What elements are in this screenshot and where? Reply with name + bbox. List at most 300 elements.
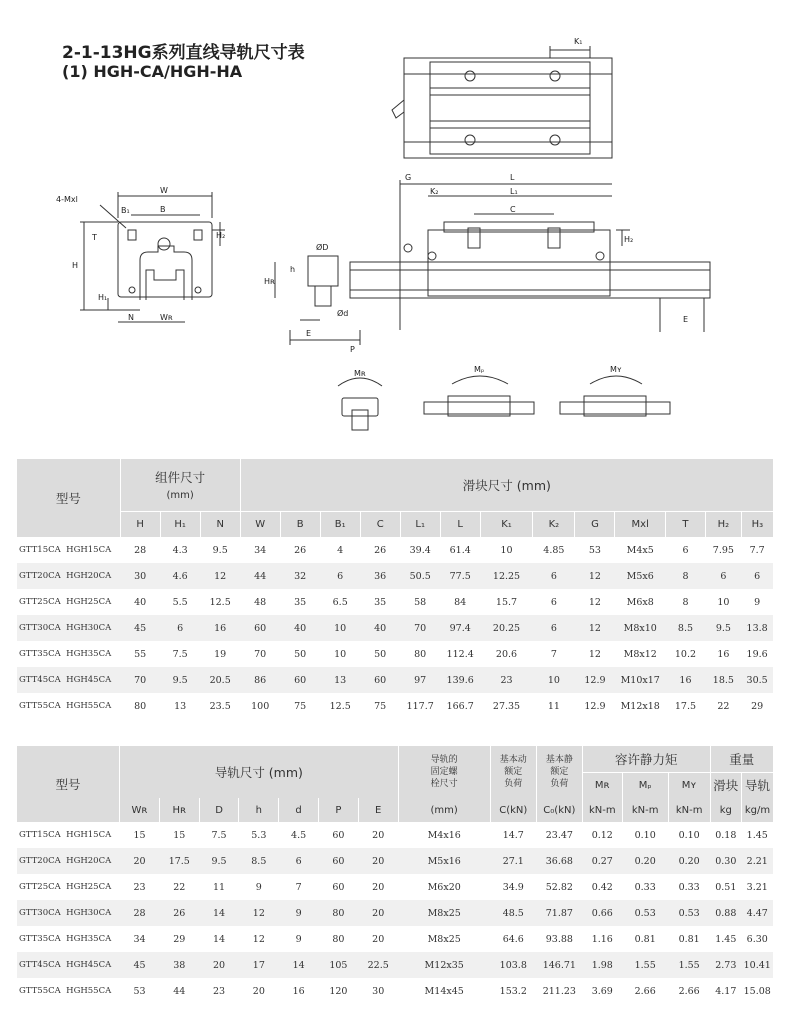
value-cell: 0.10: [634, 829, 656, 841]
label-h1: H₁: [98, 293, 108, 302]
value-cell: M6x20: [427, 881, 461, 893]
model-cell: GTT35CA HGH35CA: [19, 934, 112, 944]
value-cell: 0.81: [678, 933, 700, 945]
value-cell: M6x8: [626, 596, 654, 608]
value-cell: 12: [200, 563, 240, 589]
value-cell: 12: [575, 563, 615, 589]
value-cell: 16: [717, 648, 730, 660]
value-cell: 15.7: [495, 596, 518, 608]
value-cell: 4.85: [543, 544, 565, 556]
column-header: H₃: [741, 511, 773, 537]
moment-header: 容许静力矩: [582, 746, 710, 772]
column-header: Hʀ: [159, 798, 199, 822]
value-cell: 26: [374, 544, 387, 556]
table-column-header-row: [17, 511, 773, 537]
page-subtitle: (1) HGH-CA/HGH-HA: [62, 62, 243, 81]
value-cell: 7: [550, 648, 557, 660]
column-header: W: [240, 511, 280, 537]
value-cell: 38: [159, 952, 199, 978]
table-row: [17, 615, 773, 641]
value-cell: 9.5: [705, 615, 741, 641]
model-cell: GTT25CA HGH25CA: [19, 882, 112, 892]
value-cell: 112.4: [446, 648, 474, 660]
label-mr: Mʀ: [354, 369, 366, 378]
table-row: [17, 822, 773, 848]
table-row: [17, 563, 773, 589]
label-h2: H₂: [216, 231, 226, 240]
value-cell: 26: [294, 544, 307, 556]
label-phi-d-big: ØD: [316, 243, 329, 252]
table-row: [17, 537, 773, 563]
value-cell: 153.2: [499, 985, 527, 997]
label-l1: L₁: [510, 187, 518, 196]
value-cell: 70: [120, 667, 160, 693]
label-n: N: [128, 313, 134, 322]
value-cell: 166.7: [446, 700, 474, 712]
model-header: 型号: [17, 459, 120, 537]
label-b1: B₁: [121, 206, 130, 215]
table-row: [17, 978, 773, 1004]
value-cell: 6: [550, 596, 557, 608]
value-cell: 9: [255, 881, 262, 893]
value-cell: 0.20: [668, 848, 710, 874]
side-view-drawing: [275, 180, 710, 345]
value-cell: 6: [533, 563, 575, 589]
value-cell: 4.17: [715, 985, 737, 997]
model-cell: GTT20CA HGH20CA: [17, 848, 120, 874]
value-cell: 34.9: [502, 881, 524, 893]
value-cell: 77.5: [440, 563, 480, 589]
unit-header: kg: [710, 798, 741, 822]
model-cell: GTT20CA HGH20CA: [17, 563, 120, 589]
value-cell: 53: [133, 985, 146, 997]
value-cell: 14: [279, 952, 319, 978]
value-cell: 44: [173, 985, 186, 997]
value-cell: M8x10: [615, 615, 666, 641]
value-cell: 20: [252, 985, 265, 997]
value-cell: 20.6: [495, 648, 518, 660]
value-cell: 34: [133, 933, 146, 945]
value-cell: 2.73: [710, 952, 741, 978]
label-h-small: h: [290, 265, 296, 274]
value-cell: 16: [665, 667, 705, 693]
column-header: C₀(kN): [536, 798, 582, 822]
table-row: [17, 874, 773, 900]
column-header: C: [360, 511, 400, 537]
value-cell: 20: [372, 829, 385, 841]
rail-dimension-table: [17, 746, 773, 1004]
model-cell: GTT15CA HGH15CA: [19, 830, 112, 840]
table-column-header-row: [17, 798, 773, 822]
value-cell: 15: [133, 829, 146, 841]
label-wr: Wʀ: [160, 313, 173, 322]
table-row: [17, 641, 773, 667]
value-cell: 7.5: [172, 648, 188, 660]
label-g: G: [405, 173, 412, 182]
value-cell: 0.66: [582, 900, 622, 926]
value-cell: 80: [332, 933, 345, 945]
value-cell: 13: [174, 700, 187, 712]
value-cell: 12: [588, 648, 601, 660]
value-cell: M8x25: [398, 900, 490, 926]
unit-header: kN-m: [622, 798, 668, 822]
column-header: C(kN): [490, 798, 536, 822]
label-phi-d-small: Ød: [337, 309, 349, 318]
value-cell: 20: [358, 900, 398, 926]
value-cell: 80: [134, 700, 147, 712]
column-header: h: [239, 798, 279, 822]
unit-header: kN-m: [582, 798, 622, 822]
value-cell: 23: [133, 881, 146, 893]
value-cell: 75: [374, 700, 387, 712]
value-cell: 35: [294, 596, 307, 608]
value-cell: 60: [332, 829, 345, 841]
model-cell: GTT55CA HGH55CA: [19, 701, 112, 711]
value-cell: 7.5: [211, 829, 227, 841]
value-cell: 139.6: [440, 667, 480, 693]
value-cell: 60: [360, 667, 400, 693]
value-cell: M4x5: [626, 544, 654, 556]
value-cell: 27.1: [490, 848, 536, 874]
front-view-drawing: [80, 192, 225, 322]
label-b: B: [160, 205, 166, 214]
value-cell: 211.23: [542, 985, 576, 997]
value-cell: 34: [254, 544, 267, 556]
value-cell: 1.55: [668, 952, 710, 978]
column-header: H₂: [705, 511, 741, 537]
value-cell: 23: [480, 667, 533, 693]
block-dimension-table: [17, 459, 773, 719]
value-cell: 60: [319, 848, 359, 874]
value-cell: 20.25: [480, 615, 533, 641]
column-header: B₁: [320, 511, 360, 537]
value-cell: 2.66: [634, 985, 656, 997]
value-cell: 8.5: [665, 615, 705, 641]
value-cell: 0.12: [591, 829, 613, 841]
column-header: G: [575, 511, 615, 537]
table-row: [17, 900, 773, 926]
table-row: [17, 952, 773, 978]
value-cell: 36: [360, 563, 400, 589]
value-cell: 14: [213, 933, 226, 945]
value-cell: 12: [588, 596, 601, 608]
bolt-header: 导轨的 固定螺 栓尺寸: [398, 746, 490, 798]
value-cell: M10x17: [615, 667, 666, 693]
label-w: W: [160, 186, 168, 195]
label-h2-side: H₂: [624, 235, 634, 244]
value-cell: 12.25: [480, 563, 533, 589]
value-cell: 45: [120, 615, 160, 641]
value-cell: 12.9: [584, 700, 606, 712]
column-header: E: [358, 798, 398, 822]
model-cell: GTT45CA HGH45CA: [17, 952, 120, 978]
column-header: H: [120, 511, 160, 537]
value-cell: 0.27: [582, 848, 622, 874]
value-cell: 19.6: [746, 648, 768, 660]
value-cell: M12x18: [620, 700, 660, 712]
label-mxl: 4-Mxl: [56, 195, 78, 204]
assembly-header: 组件尺寸 (mm): [120, 459, 240, 511]
value-cell: 0.53: [622, 900, 668, 926]
value-cell: 10: [320, 615, 360, 641]
column-header: L₁: [400, 511, 440, 537]
value-cell: 97.4: [440, 615, 480, 641]
value-cell: 12: [575, 615, 615, 641]
value-cell: M5x16: [398, 848, 490, 874]
value-cell: 44: [240, 563, 280, 589]
value-cell: 29: [751, 700, 764, 712]
value-cell: 53: [588, 544, 601, 556]
label-k1: K₁: [574, 37, 583, 46]
value-cell: 1.55: [622, 952, 668, 978]
label-e-right: E: [683, 315, 689, 324]
column-header: K₂: [533, 511, 575, 537]
value-cell: 20.5: [200, 667, 240, 693]
column-header: K₁: [480, 511, 533, 537]
value-cell: 50: [374, 648, 387, 660]
value-cell: 1.16: [591, 933, 613, 945]
value-cell: 6: [741, 563, 773, 589]
label-my: Mʏ: [610, 365, 622, 374]
value-cell: 10: [500, 544, 513, 556]
value-cell: 0.88: [710, 900, 741, 926]
value-cell: 0.53: [668, 900, 710, 926]
value-cell: 16: [200, 615, 240, 641]
value-cell: 105: [319, 952, 359, 978]
value-cell: 2.21: [742, 848, 774, 874]
value-cell: 0.30: [710, 848, 741, 874]
value-cell: 103.8: [490, 952, 536, 978]
value-cell: 17.5: [674, 700, 697, 712]
value-cell: 9.5: [160, 667, 200, 693]
value-cell: 80: [414, 648, 427, 660]
value-cell: M4x16: [427, 829, 461, 841]
value-cell: 0.81: [634, 933, 656, 945]
value-cell: 6: [279, 848, 319, 874]
table-row: [17, 693, 773, 719]
table-row: [17, 926, 773, 952]
value-cell: 45: [120, 952, 160, 978]
value-cell: 100: [251, 700, 270, 712]
value-cell: 28: [134, 544, 147, 556]
value-cell: 14.7: [502, 829, 524, 841]
value-cell: 20: [199, 952, 239, 978]
value-cell: 8: [682, 596, 689, 608]
moment-symbol: Mʀ: [582, 772, 622, 798]
value-cell: 48: [254, 596, 267, 608]
value-cell: 58: [414, 596, 427, 608]
label-p: P: [350, 345, 355, 354]
dynamic-load-header: 基本动 额定 负荷: [490, 746, 536, 798]
model-cell: GTT25CA HGH25CA: [19, 597, 112, 607]
table-row: [17, 667, 773, 693]
value-cell: 120: [329, 985, 348, 997]
value-cell: 9: [279, 900, 319, 926]
value-cell: 0.10: [678, 829, 700, 841]
value-cell: 6: [160, 615, 200, 641]
value-cell: 23.5: [209, 700, 231, 712]
value-cell: 27.35: [492, 700, 521, 712]
value-cell: 7: [295, 881, 302, 893]
static-load-header: 基本静 额定 负荷: [536, 746, 582, 798]
value-cell: 12: [252, 933, 265, 945]
value-cell: 16: [292, 985, 305, 997]
value-cell: M8x25: [427, 933, 461, 945]
column-header: (mm): [398, 798, 490, 822]
value-cell: 64.6: [502, 933, 524, 945]
value-cell: 8.5: [239, 848, 279, 874]
rail-header: 导轨尺寸 (mm): [120, 746, 399, 798]
value-cell: M5x6: [615, 563, 666, 589]
value-cell: 15.08: [743, 985, 771, 997]
model-cell: GTT35CA HGH35CA: [19, 649, 112, 659]
label-t: T: [92, 233, 97, 242]
label-e: E: [306, 329, 312, 338]
value-cell: 3.69: [591, 985, 613, 997]
value-cell: 6: [705, 563, 741, 589]
value-cell: 23.47: [545, 829, 573, 841]
value-cell: 30.5: [741, 667, 773, 693]
weight-header: 重量: [710, 746, 773, 772]
value-cell: 20: [358, 848, 398, 874]
value-cell: 9: [295, 933, 302, 945]
value-cell: 30: [120, 563, 160, 589]
column-header: d: [279, 798, 319, 822]
column-header: Mxl: [615, 511, 666, 537]
value-cell: 6: [682, 544, 689, 556]
value-cell: 86: [240, 667, 280, 693]
value-cell: 7.95: [712, 544, 734, 556]
value-cell: 28: [120, 900, 160, 926]
column-header: P: [319, 798, 359, 822]
value-cell: 5.5: [172, 596, 188, 608]
value-cell: 35: [374, 596, 387, 608]
label-mp: Mₚ: [474, 365, 485, 374]
value-cell: 80: [319, 900, 359, 926]
value-cell: 22: [173, 881, 186, 893]
value-cell: 2.66: [678, 985, 700, 997]
value-cell: 12.9: [575, 667, 615, 693]
value-cell: 50: [294, 648, 307, 660]
moment-symbol: Mₚ: [622, 772, 668, 798]
column-header: H₁: [160, 511, 200, 537]
value-cell: 19: [214, 648, 227, 660]
value-cell: 36.68: [536, 848, 582, 874]
value-cell: 15: [173, 829, 186, 841]
value-cell: 5.3: [251, 829, 267, 841]
value-cell: 4.5: [291, 829, 307, 841]
model-cell: GTT45CA HGH45CA: [17, 667, 120, 693]
value-cell: 146.71: [536, 952, 582, 978]
value-cell: 12.5: [209, 596, 231, 608]
value-cell: 12: [239, 900, 279, 926]
value-cell: M14x45: [424, 985, 464, 997]
value-cell: 23: [213, 985, 226, 997]
value-cell: 20: [120, 848, 160, 874]
value-cell: 10: [533, 667, 575, 693]
table-row: [17, 589, 773, 615]
value-cell: 20: [372, 933, 385, 945]
value-cell: 40: [134, 596, 147, 608]
block-header: 滑块尺寸 (mm): [240, 459, 773, 511]
value-cell: 4: [337, 544, 344, 556]
value-cell: 97: [400, 667, 440, 693]
value-cell: M12x35: [398, 952, 490, 978]
value-cell: 13: [320, 667, 360, 693]
value-cell: 4.47: [742, 900, 774, 926]
value-cell: 60: [332, 881, 345, 893]
value-cell: 10: [717, 596, 730, 608]
model-cell: GTT30CA HGH30CA: [17, 900, 120, 926]
value-cell: 14: [199, 900, 239, 926]
value-cell: 84: [454, 596, 467, 608]
block-weight-header: 滑块: [710, 772, 741, 798]
model-cell: GTT15CA HGH15CA: [19, 545, 112, 555]
value-cell: 10: [334, 648, 347, 660]
page-title: 2-1-13HG系列直线导轨尺寸表: [62, 43, 305, 63]
value-cell: 40: [360, 615, 400, 641]
value-cell: 61.4: [449, 544, 471, 556]
value-cell: 6.30: [746, 933, 768, 945]
value-cell: 26: [159, 900, 199, 926]
value-cell: 8: [665, 563, 705, 589]
value-cell: 22: [717, 700, 730, 712]
column-header: T: [665, 511, 705, 537]
value-cell: 30: [372, 985, 385, 997]
value-cell: 13.8: [741, 615, 773, 641]
model-header-2: 型号: [17, 746, 120, 822]
unit-header: kg/m: [742, 798, 774, 822]
value-cell: 0.42: [591, 881, 613, 893]
value-cell: 0.33: [678, 881, 700, 893]
label-k2: K₂: [430, 187, 439, 196]
value-cell: 12.5: [329, 700, 351, 712]
value-cell: 9.5: [199, 848, 239, 874]
moment-symbol: Mʏ: [668, 772, 710, 798]
value-cell: 0.18: [715, 829, 737, 841]
value-cell: 1.98: [582, 952, 622, 978]
value-cell: 55: [134, 648, 147, 660]
value-cell: 0.20: [622, 848, 668, 874]
value-cell: 52.82: [545, 881, 573, 893]
value-cell: 0.33: [634, 881, 656, 893]
dimension-drawings: [0, 0, 790, 440]
label-l: L: [510, 173, 515, 182]
value-cell: 75: [294, 700, 307, 712]
value-cell: 4.3: [172, 544, 188, 556]
value-cell: 1.45: [715, 933, 737, 945]
value-cell: 7.7: [749, 544, 765, 556]
top-view-drawing: [392, 46, 612, 158]
value-cell: 71.87: [536, 900, 582, 926]
value-cell: 17.5: [159, 848, 199, 874]
rail-weight-header: 导轨: [742, 772, 774, 798]
column-header: L: [440, 511, 480, 537]
value-cell: 93.88: [545, 933, 573, 945]
value-cell: 9.5: [212, 544, 228, 556]
value-cell: 11: [213, 881, 226, 893]
value-cell: 10.41: [742, 952, 774, 978]
unit-header: kN-m: [668, 798, 710, 822]
value-cell: 22.5: [358, 952, 398, 978]
value-cell: 20: [372, 881, 385, 893]
column-header: Wʀ: [120, 798, 160, 822]
value-cell: 39.4: [409, 544, 431, 556]
value-cell: 6: [320, 563, 360, 589]
value-cell: 17: [239, 952, 279, 978]
value-cell: 32: [280, 563, 320, 589]
value-cell: 70: [400, 615, 440, 641]
